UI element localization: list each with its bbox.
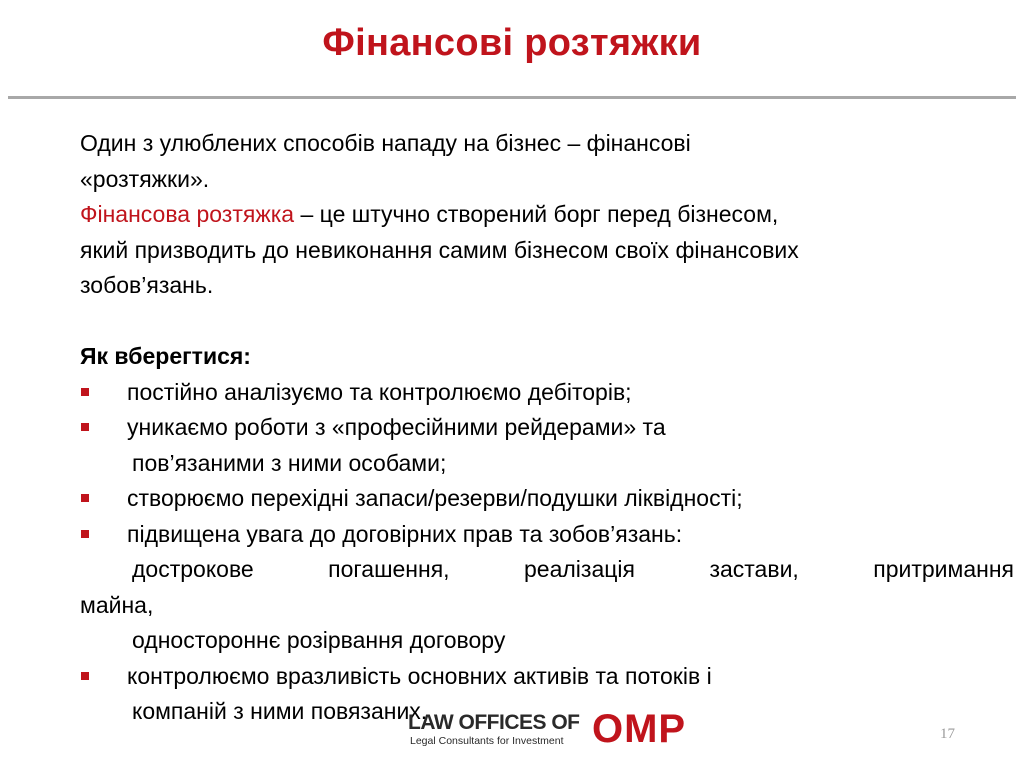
intro-line: Один з улюблених способів нападу на бізнес – фінансові xyxy=(80,130,691,156)
page-number: 17 xyxy=(940,726,955,742)
bullet-square-icon xyxy=(81,423,89,431)
definition-term: Фінансова розтяжка xyxy=(80,201,295,227)
title-divider xyxy=(8,96,1016,99)
slide-title: Фінансові розтяжки xyxy=(322,22,702,64)
definition-line: зобов’язань. xyxy=(80,272,214,298)
spacer xyxy=(80,304,1014,340)
definition-paragraph xyxy=(80,197,1014,233)
bullet-square-icon xyxy=(81,672,89,680)
bullet-square-icon xyxy=(81,388,89,396)
bullet-continuation: компаній з ними повязаних. xyxy=(132,698,428,724)
slide-body xyxy=(80,126,1014,730)
bullet-subline: одностороннє розірвання договору xyxy=(132,627,506,653)
definition-line: який призводить до невиконання самим бізнесом своїх фінансових xyxy=(80,236,799,263)
bullet-subline: дострокове погашення, реалізація застави, притримання xyxy=(132,556,1014,582)
bullet-continuation: пов’язаними з ними особами; xyxy=(132,449,447,476)
bullet-item: постійно аналізуємо та контролюємо дебіторів; xyxy=(80,375,1014,411)
bullet-item: контролюємо вразливість основних активів та потоків і xyxy=(80,659,1014,695)
bullet-item: створюємо перехідні запаси/резерви/подушки ліквідності; xyxy=(80,481,1014,517)
intro-line: «розтяжки». xyxy=(80,165,210,192)
bullet-subline-wrap: майна, xyxy=(80,591,154,618)
definition-text: – це штучно створений борг перед бізнесом, xyxy=(294,201,779,227)
bullet-square-icon xyxy=(81,494,89,502)
bullet-square-icon xyxy=(81,530,89,538)
law-offices-logo xyxy=(408,707,698,751)
bullet-item: підвищена увага до договірних прав та зобов’язань: xyxy=(80,517,1014,553)
logo-omp-mark: OMP xyxy=(592,707,687,751)
logo-tagline: Legal Consultants for Investment xyxy=(410,735,564,747)
bullet-item: уникаємо роботи з «професійними рейдерами» та xyxy=(80,410,1014,446)
how-to-protect-heading: Як вберегтися: xyxy=(80,343,251,369)
logo-name: LAW OFFICES OF xyxy=(408,711,580,734)
